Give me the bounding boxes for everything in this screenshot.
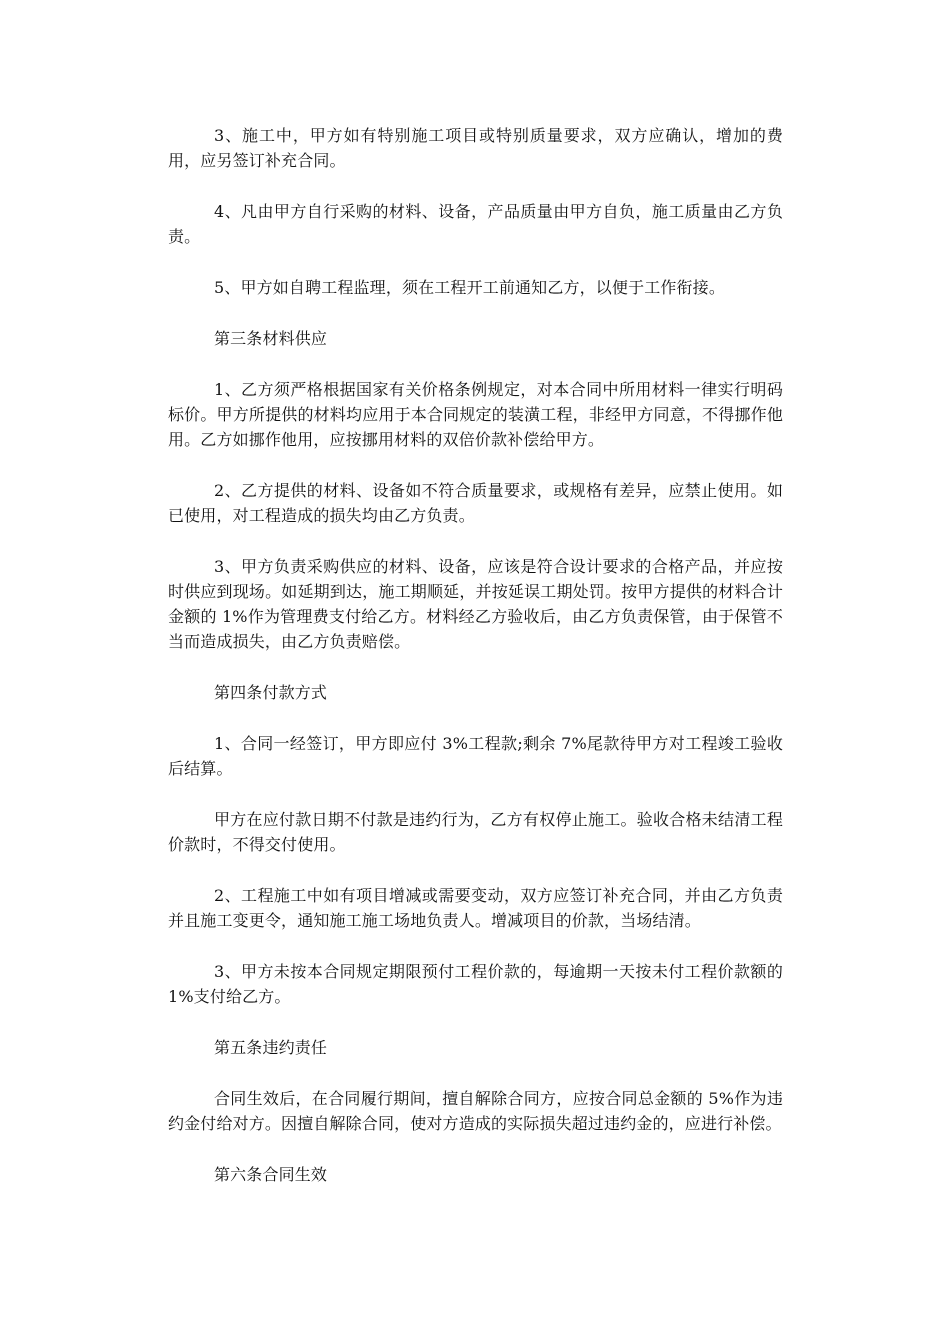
clause-paragraph: 5、甲方如自聘工程监理，须在工程开工前通知乙方，以便于工作衔接。: [214, 278, 725, 297]
section-heading-article-5: 第五条违约责任: [214, 1038, 328, 1057]
clause-paragraph: 4、凡由甲方自行采购的材料、设备，产品质量由甲方自负，施工质量由乙方负责。: [168, 202, 783, 246]
clause-paragraph: 合同生效后，在合同履行期间，擅自解除合同方，应按合同总金额的 5%作为违约金付给对方。因擅自解除合同，使对方造成的实际损失超过违约金的，应进行补偿。: [168, 1089, 783, 1133]
section-heading-article-6: 第六条合同生效: [214, 1165, 328, 1184]
section-heading-article-4: 第四条付款方式: [214, 683, 328, 702]
clause-paragraph: 3、施工中，甲方如有特别施工项目或特别质量要求，双方应确认，增加的费用，应另签订补充合同。: [168, 126, 783, 170]
clause-paragraph: 3、甲方未按本合同规定期限预付工程价款的，每逾期一天按未付工程价款额的 1%支付给乙方。: [168, 962, 783, 1006]
clause-paragraph: 2、工程施工中如有项目增减或需要变动，双方应签订补充合同，并由乙方负责并且施工变更令，通知施工施工场地负责人。增减项目的价款，当场结清。: [168, 886, 783, 930]
clause-paragraph: 3、甲方负责采购供应的材料、设备，应该是符合设计要求的合格产品，并应按时供应到现场。如延期到达，施工期顺延，并按延误工期处罚。按甲方提供的材料合计金额的 1%作为管理费支付给乙方。材料经乙方验收后，由乙方负责保管，由于保管不当而造成损失，由乙方负责赔偿。: [168, 557, 783, 651]
clause-paragraph: 1、乙方须严格根据国家有关价格条例规定，对本合同中所用材料一律实行明码标价。甲方所提供的材料均应用于本合同规定的装潢工程，非经甲方同意，不得挪作他用。乙方如挪作他用，应按挪用材料的双倍价款补偿给甲方。: [168, 380, 783, 449]
clause-paragraph: 1、合同一经签订，甲方即应付 3%工程款;剩余 7%尾款待甲方对工程竣工验收后结算。: [168, 734, 783, 778]
clause-paragraph: 甲方在应付款日期不付款是违约行为，乙方有权停止施工。验收合格未结清工程价款时，不得交付使用。: [168, 810, 783, 854]
section-heading-article-3: 第三条材料供应: [214, 329, 328, 348]
clause-paragraph: 2、乙方提供的材料、设备如不符合质量要求，或规格有差异，应禁止使用。如已使用，对工程造成的损失均由乙方负责。: [168, 481, 783, 525]
document-body: [168, 123, 783, 1213]
